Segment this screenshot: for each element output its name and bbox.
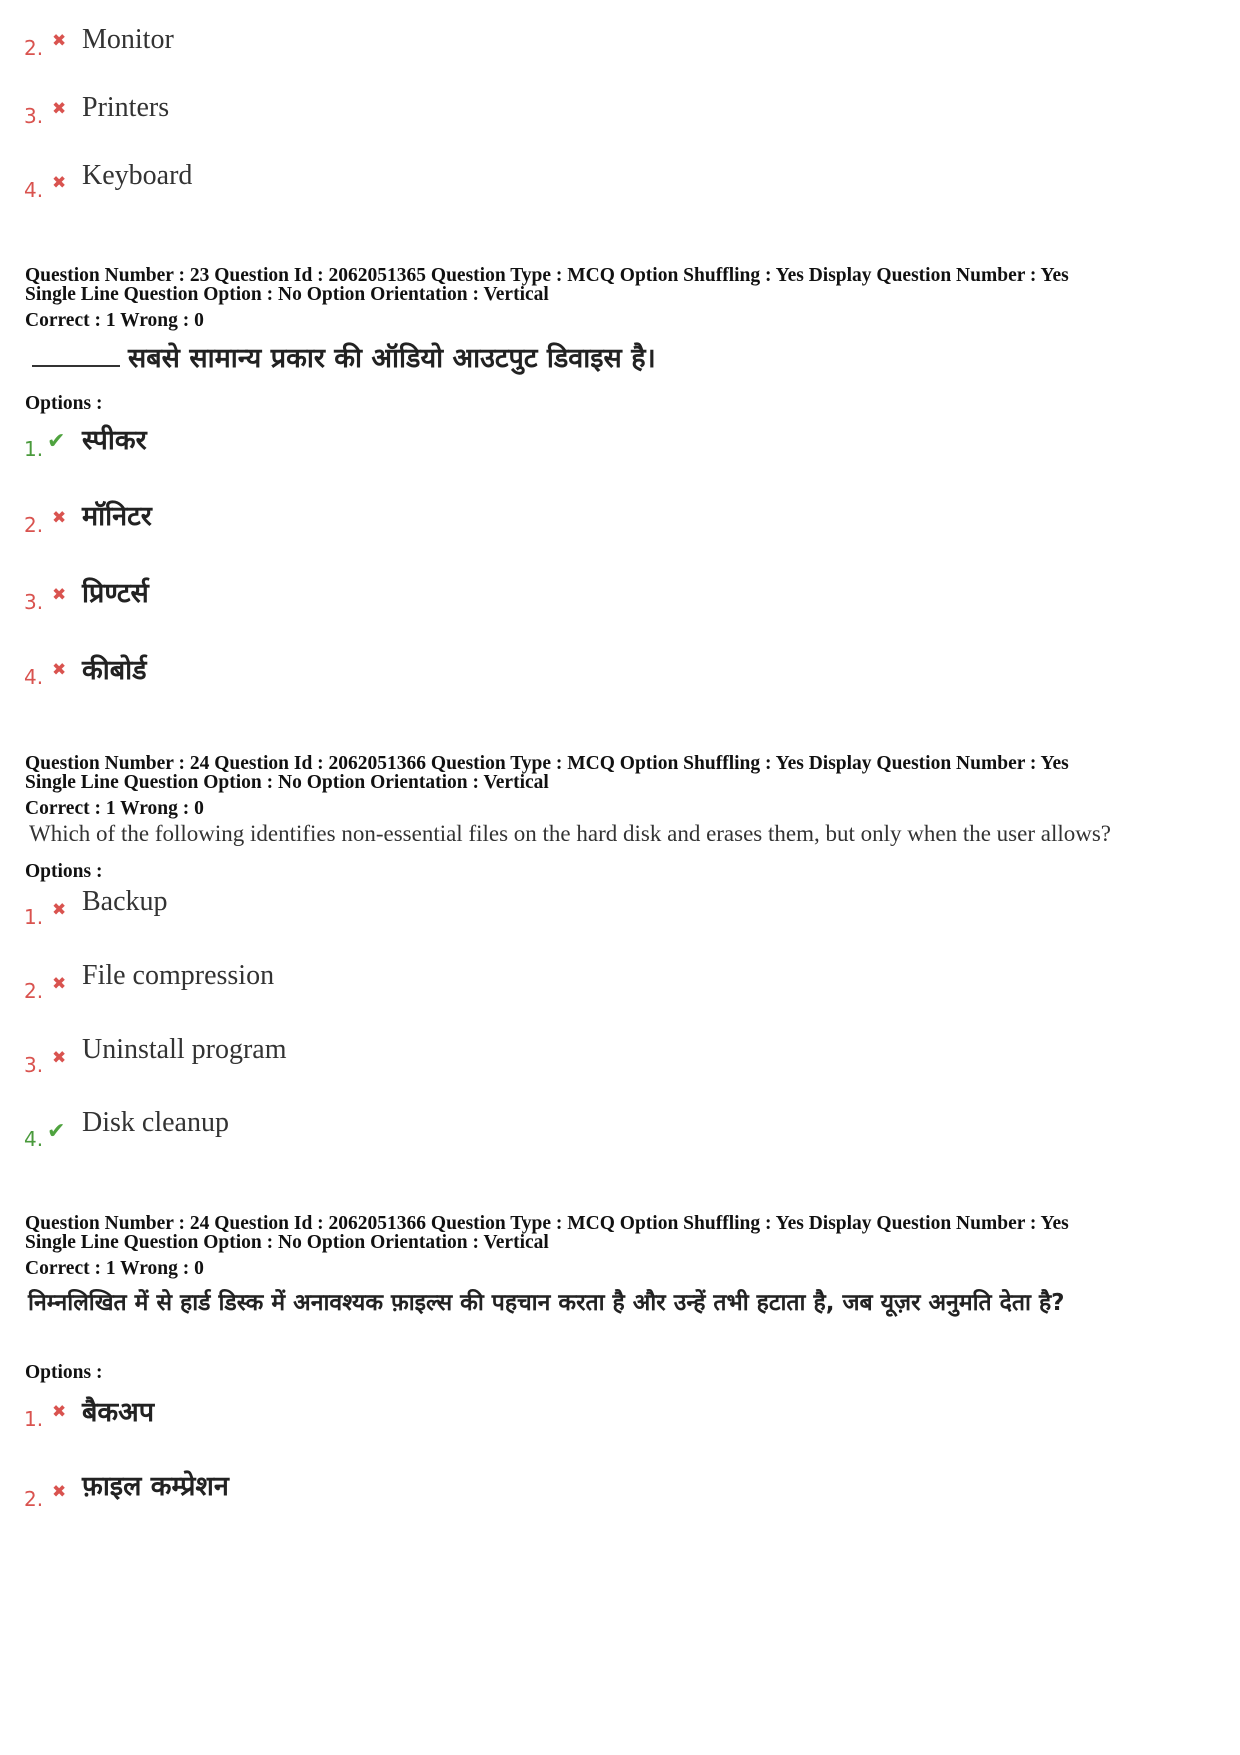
option-number: 4. (24, 178, 44, 202)
option-text: Keyboard (82, 160, 193, 191)
option-text: प्रिण्टर्स (82, 578, 149, 609)
wrong-mark-icon: ✖ (52, 585, 67, 605)
question-meta-line1: Question Number : 24 Question Id : 2062051366 Question Type : MCQ Option Shuffling : Yes Display Question Number : Yes (25, 1213, 1069, 1234)
option-number: 3. (24, 1053, 44, 1077)
wrong-mark-icon: ✖ (52, 508, 67, 528)
option-number: 3. (24, 104, 44, 128)
option-text: Monitor (82, 24, 174, 55)
options-label: Options : (25, 1362, 103, 1383)
wrong-mark-icon: ✖ (52, 173, 67, 193)
question-meta-line1: Question Number : 24 Question Id : 2062051366 Question Type : MCQ Option Shuffling : Yes Display Question Number : Yes (25, 753, 1069, 774)
question-score: Correct : 1 Wrong : 0 (25, 310, 204, 331)
wrong-mark-icon: ✖ (52, 1402, 67, 1422)
question-meta-line1: Question Number : 23 Question Id : 2062051365 Question Type : MCQ Option Shuffling : Yes Display Question Number : Yes (25, 265, 1069, 286)
option-number: 4. (24, 665, 44, 689)
wrong-mark-icon: ✖ (52, 99, 67, 119)
option-number: 1. (24, 1407, 44, 1431)
option-text: स्पीकर (82, 425, 147, 456)
option-text: बैकअप (82, 1397, 155, 1428)
question-text-content: सबसे सामान्य प्रकार की ऑडियो आउटपुट डिवाइस है। (128, 343, 656, 374)
option-text: Printers (82, 92, 170, 123)
wrong-mark-icon: ✖ (52, 900, 67, 920)
option-text: Backup (82, 886, 168, 917)
wrong-mark-icon: ✖ (52, 660, 67, 680)
question-text: Which of the following identifies non-essential files on the hard disk and erases them, but only when the user allows? (29, 821, 1112, 846)
question-meta-line2: Single Line Question Option : No Option Orientation : Vertical (25, 284, 549, 305)
option-text: Disk cleanup (82, 1107, 229, 1138)
check-mark-icon: ✔ (47, 1119, 66, 1144)
option-number: 2. (24, 36, 44, 60)
option-number: 1. (24, 905, 44, 929)
option-number: 2. (24, 513, 44, 537)
wrong-mark-icon: ✖ (52, 1482, 67, 1502)
question-score: Correct : 1 Wrong : 0 (25, 1258, 204, 1279)
option-number: 1. (24, 437, 44, 461)
options-label: Options : (25, 393, 103, 414)
option-text: मॉनिटर (82, 501, 152, 532)
option-number: 3. (24, 590, 44, 614)
option-text: कीबोर्ड (82, 655, 147, 686)
question-score: Correct : 1 Wrong : 0 (25, 798, 204, 819)
fill-in-blank (32, 365, 120, 367)
wrong-mark-icon: ✖ (52, 1048, 67, 1068)
option-number: 2. (24, 979, 44, 1003)
question-text: निम्नलिखित में से हार्ड डिस्क में अनावश्यक फ़ाइल्स की पहचान करता है और उन्हें तभी हटाता है, जब यूज़र अनुमति देता है? (28, 1290, 1065, 1316)
options-label: Options : (25, 861, 103, 882)
check-mark-icon: ✔ (47, 429, 66, 454)
option-text: फ़ाइल कम्प्रेशन (82, 1471, 229, 1502)
question-text (32, 338, 656, 375)
wrong-mark-icon: ✖ (52, 31, 67, 51)
option-text: Uninstall program (82, 1034, 287, 1065)
question-meta-line2: Single Line Question Option : No Option Orientation : Vertical (25, 1232, 549, 1253)
option-number: 2. (24, 1487, 44, 1511)
option-number: 4. (24, 1127, 44, 1151)
wrong-mark-icon: ✖ (52, 974, 67, 994)
question-meta-line2: Single Line Question Option : No Option Orientation : Vertical (25, 772, 549, 793)
option-text: File compression (82, 960, 275, 991)
